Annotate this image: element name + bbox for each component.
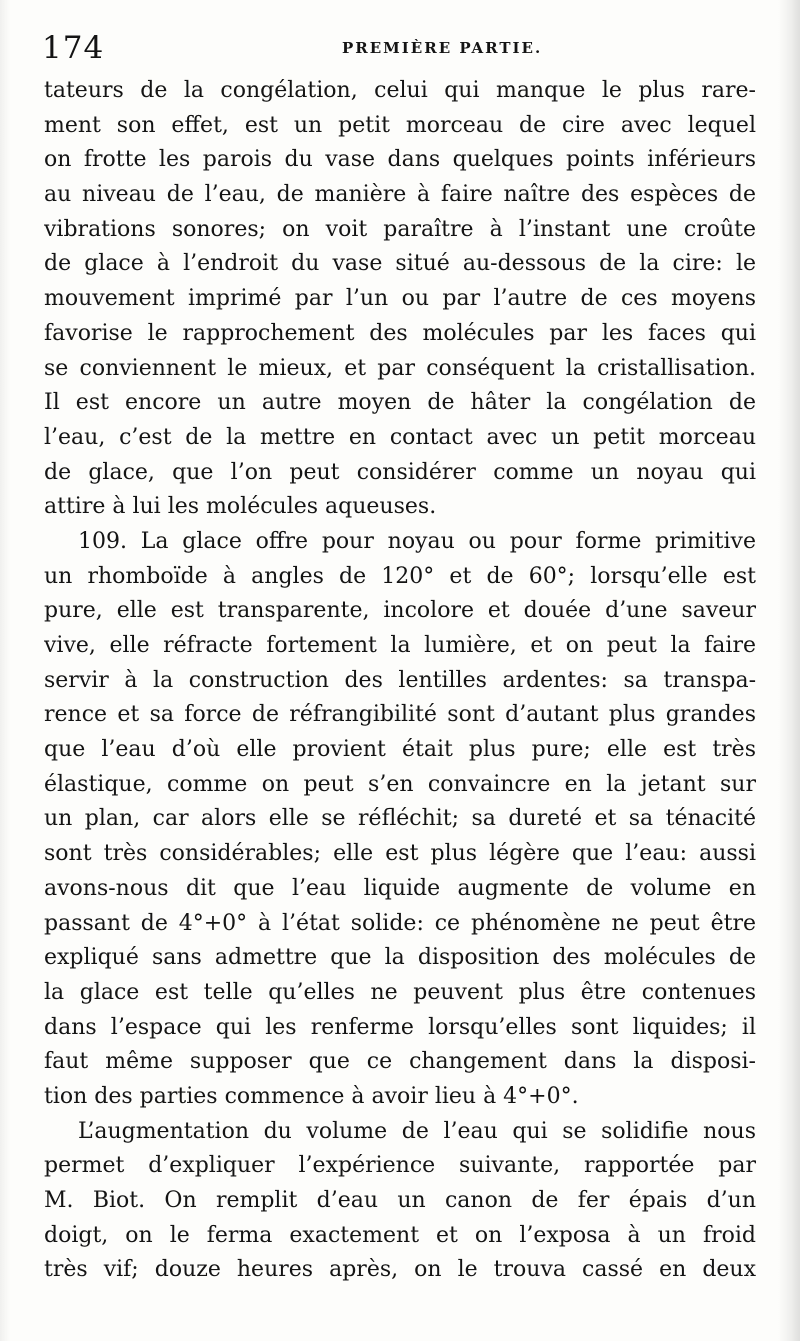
text-line: passant de 4°+0° à l’état solide: ce phénomène ne peut être [44, 910, 756, 936]
text-line: pure, elle est transparente, incolore et douée d’une saveur [44, 598, 756, 624]
running-title: PREMIÈRE PARTIE. [342, 39, 543, 57]
text-line: élastique, comme on peut s’en convaincre en la jetant sur [44, 771, 756, 797]
text-line: attire à lui les molécules aqueuses. [44, 494, 437, 520]
text-line: vive, elle réfracte fortement la lumière, et on peut la faire [44, 633, 756, 658]
page-edge-shadow [778, 0, 800, 1341]
text-line: avons-nous dit que l’eau liquide augmente de volume en [44, 875, 756, 901]
text-line: tateurs de la congélation, celui qui manque le plus rare- [44, 78, 756, 103]
body-text [44, 74, 756, 1288]
text-line: favorise le rapprochement des molécules par les faces qui [44, 320, 756, 346]
text-line: la glace est telle qu’elles ne peuvent plus être contenues [44, 979, 756, 1005]
text-line: de glace, que l’on peut considérer comme un noyau qui [44, 459, 756, 485]
text-line: dans l’espace qui les renferme lorsqu’elles sont liquides; il [44, 1014, 756, 1040]
text-line: servir à la construction des lentilles ardentes: sa transpa- [44, 667, 756, 693]
text-line: expliqué sans admettre que la disposition des molécules de [44, 945, 756, 971]
page-number: 174 [42, 30, 105, 66]
text-line: tion des parties commence à avoir lieu à 4°+0°. [44, 1083, 579, 1109]
text-line: très vif; douze heures après, on le trouva cassé en deux [44, 1257, 756, 1283]
text-line: au niveau de l’eau, de manière à faire naître des espèces de [44, 182, 756, 208]
text-line: se conviennent le mieux, et par conséquent la cristallisation. [44, 355, 756, 381]
paragraph-start-line: L’augmentation du volume de l’eau qui se solidifie nous [78, 1118, 756, 1144]
text-line: faut même supposer que ce changement dans la disposi- [44, 1049, 756, 1075]
text-line: vibrations sonores; on voit paraître à l’instant une croûte [44, 216, 756, 242]
text-line: Il est encore un autre moyen de hâter la congélation de [44, 390, 756, 416]
text-line: un rhomboïde à angles de 120° et de 60°; lorsqu’elle est [44, 563, 756, 589]
text-line: permet d’expliquer l’expérience suivante, rapportée par [44, 1153, 756, 1179]
paragraph-start-line: 109. La glace offre pour noyau ou pour forme primitive [78, 528, 756, 554]
text-line: doigt, on le ferma exactement et on l’exposa à un froid [44, 1222, 756, 1248]
text-line: mouvement imprimé par l’un ou par l’autre de ces moyens [44, 286, 756, 312]
text-line: M. Biot. On remplit d’eau un canon de fer épais d’un [44, 1188, 756, 1213]
text-line: que l’eau d’où elle provient était plus pure; elle est très [44, 737, 756, 763]
page-header [42, 30, 758, 66]
text-line: de glace à l’endroit du vase situé au-dessous de la cire: le [44, 251, 756, 277]
text-line: ment son effet, est un petit morceau de cire avec lequel [44, 112, 756, 138]
page-gutter-shadow [0, 0, 10, 1341]
text-line: on frotte les parois du vase dans quelques points inférieurs [44, 147, 756, 173]
text-line: rence et sa force de réfrangibilité sont d’autant plus grandes [44, 702, 756, 728]
text-line: un plan, car alors elle se réfléchit; sa dureté et sa ténacité [44, 806, 756, 832]
text-line: l’eau, c’est de la mettre en contact avec un petit morceau [44, 424, 756, 450]
text-line: sont très considérables; elle est plus légère que l’eau: aussi [44, 841, 756, 867]
